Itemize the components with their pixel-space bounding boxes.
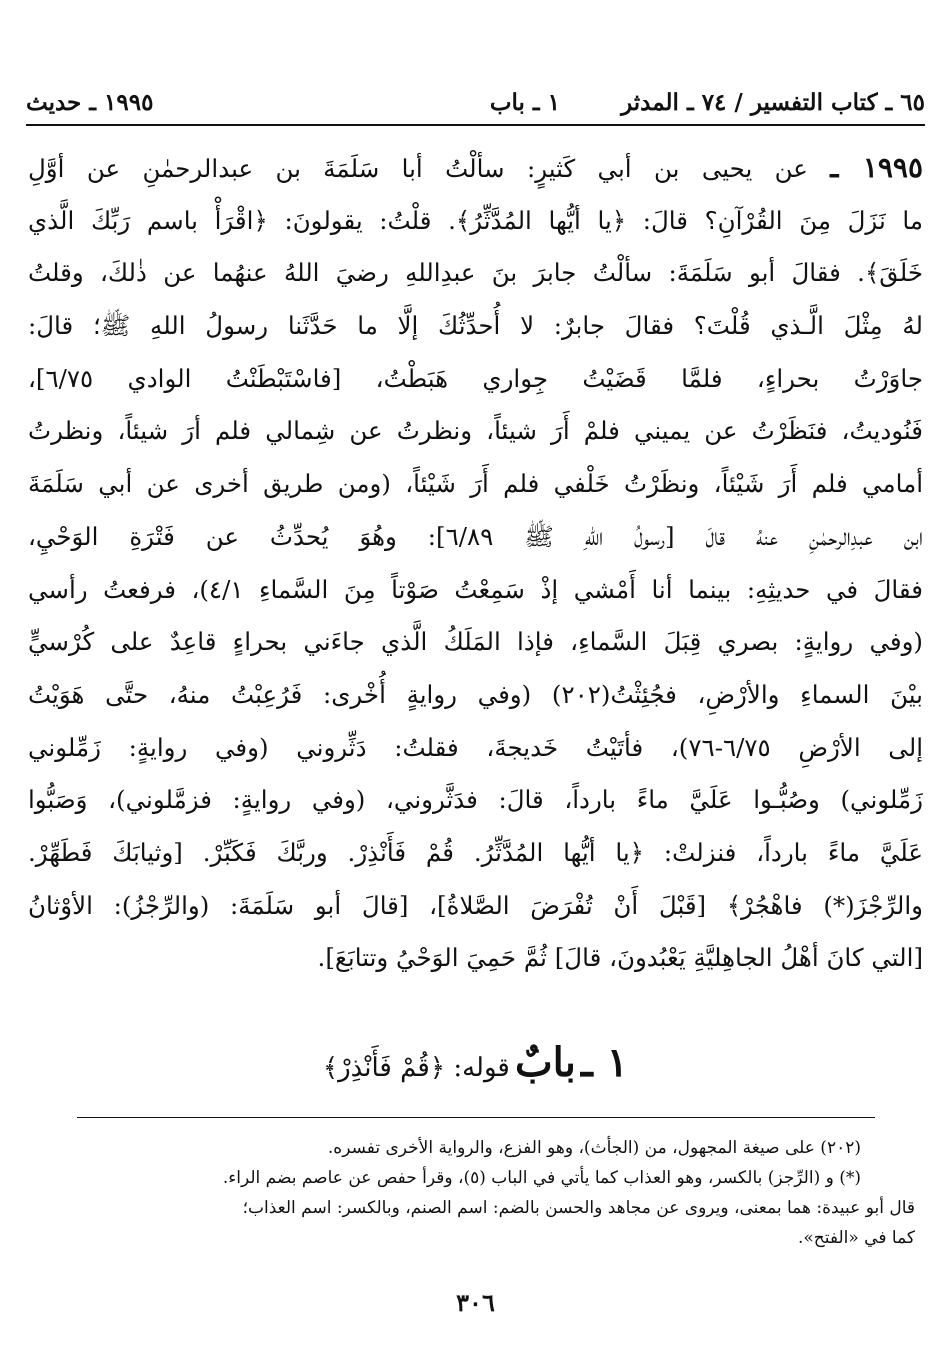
hadith-line: جاوَرْتُ بحراءٍ، فلمَّا قَضَيْتُ جِواري هَبَطْتُ، [فاسْتَبْطَنْتُ الوادي ٦/٧٥]،: [28, 363, 923, 393]
hadith-line: (وفي روايةٍ: بصري قِبَلَ السَّماءِ، فإذا المَلَكُ الَّذي جاءَني بحراءٍ قاعِدٌ على كُرْسيٍّ: [28, 627, 923, 657]
hadith-line: زَمِّلوني) وصُبُّـوا عَلَيَّ ماءً بارداً، قالَ: فدَثَّروني، (وفي روايةٍ: فزمَّلوني)، وَصَبُّوا: [28, 785, 923, 815]
footnote-continuation: كما في «الفتح».: [797, 1228, 915, 1248]
hadith-line: ما نَزَلَ مِنَ القُرْآنِ؟ قالَ: ﴿يا أيُّها المُدَّثِّرُ﴾. قلْتُ: يقولونَ: ﴿اقْرَأْ باسم رَبِّكَ الَّذي: [28, 205, 923, 235]
hadith-line: ابن عبدِالرحمٰنِ عنهُ قالَ [رسولُ اللهِ ﷺ ٦/٨٩]: وهُوَ يُحدِّثُ عن فَتْرَةِ الوَحْيِ،: [28, 521, 923, 551]
running-head: [26, 86, 925, 120]
footnote: (٢٠٢) على صيغة المجهول، من (الجأث)، وهو الفزع، والرواية الأخرى تفسره.: [327, 1138, 861, 1158]
hadith-line: والرِّجْزَ(*) فاهْجُرْ﴾ [قَبْلَ أَنْ تُفْرَضَ الصَّلاةُ]، [قالَ أبو سَلَمَةَ: (والرِّجْزُ): الأوْثانُ: [28, 890, 923, 920]
running-head-book-title: ٦٥ ـ كتاب التفسير / ٧٤ ـ المدثر: [621, 89, 925, 116]
hadith-line: لهُ مِثْلَ الَّـذي قُلْتَ؟ فقالَ جابرٌ: لا أُحدِّثُكَ إلَّا ما حَدَّثَنا رسولُ اللهِ ﷺ؛ قالَ:: [28, 311, 923, 341]
footnotes: [40, 1133, 915, 1253]
footnote: (*) و (الرِّجز) بالكسر، وهو العذاب كما يأتي في الباب (٥)، وقرأ حفص عن عاصم بضم الراء.: [222, 1168, 861, 1188]
chapter-word: بابٌ: [514, 1039, 576, 1086]
footnote-continuation: قال أبو عبيدة: هما بمعنى، ويروى عن مجاهد والحسن بالضم: اسم الصنم، وبالكسر: اسم العذاب؛: [242, 1198, 915, 1218]
chapter-title: قوله: ﴿قُمْ فَأَنْذِرْ﴾: [322, 1053, 510, 1083]
hadith-line: عَلَيَّ ماءً بارداً، فنزلتْ: ﴿يا أيُّها المُدَّثِّرُ. قُمْ فَأَنْذِرْ. وربَّكَ فَكَبِّرْ. [وثيابَكَ فَطَهِّرْ.: [28, 837, 923, 867]
hadith-number: ١٩٩٥ ـ: [830, 151, 923, 184]
hadith-line: خَلَقَ﴾. فقالَ أبو سَلَمَةَ: سألْتُ جابرَ بنَ عبدِاللهِ رضيَ اللهُ عنهُما عن ذٰلكَ، وقلتُ: [28, 258, 923, 288]
running-head-hadith-number: ١٩٩٥ ـ حديث: [26, 89, 154, 116]
hadith-line: أمامي فلم أَرَ شَيْئاً، ونظَرْتُ خَلْفي فلم أَرَ شَيْئاً، (ومن طريق أخرى عن أبي سَلَمَةَ: [28, 469, 923, 499]
hadith-line: إلى الأرْضِ ٦/٧٥-٧٦)، فأتَيْتُ خَديجةَ، فقلتُ: دَثِّروني (وفي روايةٍ: زَمِّلوني: [28, 732, 923, 762]
chapter-heading: [0, 1028, 951, 1098]
hadith-line: بيْنَ السماءِ والأرْضِ، فجُئِثْتُ(٢٠٢) (وفي روايةٍ أُخْرى: فَرُعِبْتُ منهُ، حتَّى هَوَيْتُ: [28, 679, 923, 709]
hadith-line: فقالَ في حديثِهِ: بينما أنا أَمْشي إذْ سَمِعْتُ صَوْتاً مِنَ السَّماءِ ٤/١)، فرفعتُ رأسي: [28, 574, 923, 604]
hadith-text: [28, 142, 923, 985]
hadith-line: فَنُوديتُ، فنَظَرْتُ عن يميني فلمْ أَرَ شيئاً، ونظرتُ عن شِمالي فلم أرَ شيئاً، ونظرتُ: [28, 416, 923, 446]
hadith-line: [التي كانَ أهْلُ الجاهِليَّةِ يَعْبُدونَ، قالَ] ثُمَّ حَمِيَ الوَحْيُ وتتابَعَ].: [317, 943, 923, 973]
hadith-line: ١٩٩٥ ـ عن يحيى بن أبي كَثيرٍ: سألْتُ أبا سَلَمَةَ بن عبدالرحمٰنِ عن أوَّلِ: [28, 151, 923, 184]
header-divider: [26, 124, 925, 126]
running-head-chapter: ١ ـ باب: [489, 89, 560, 116]
footnote-divider: [77, 1117, 875, 1118]
chapter-number: ١ ـ: [581, 1039, 629, 1086]
page-number: ٣٠٦: [456, 1288, 495, 1317]
